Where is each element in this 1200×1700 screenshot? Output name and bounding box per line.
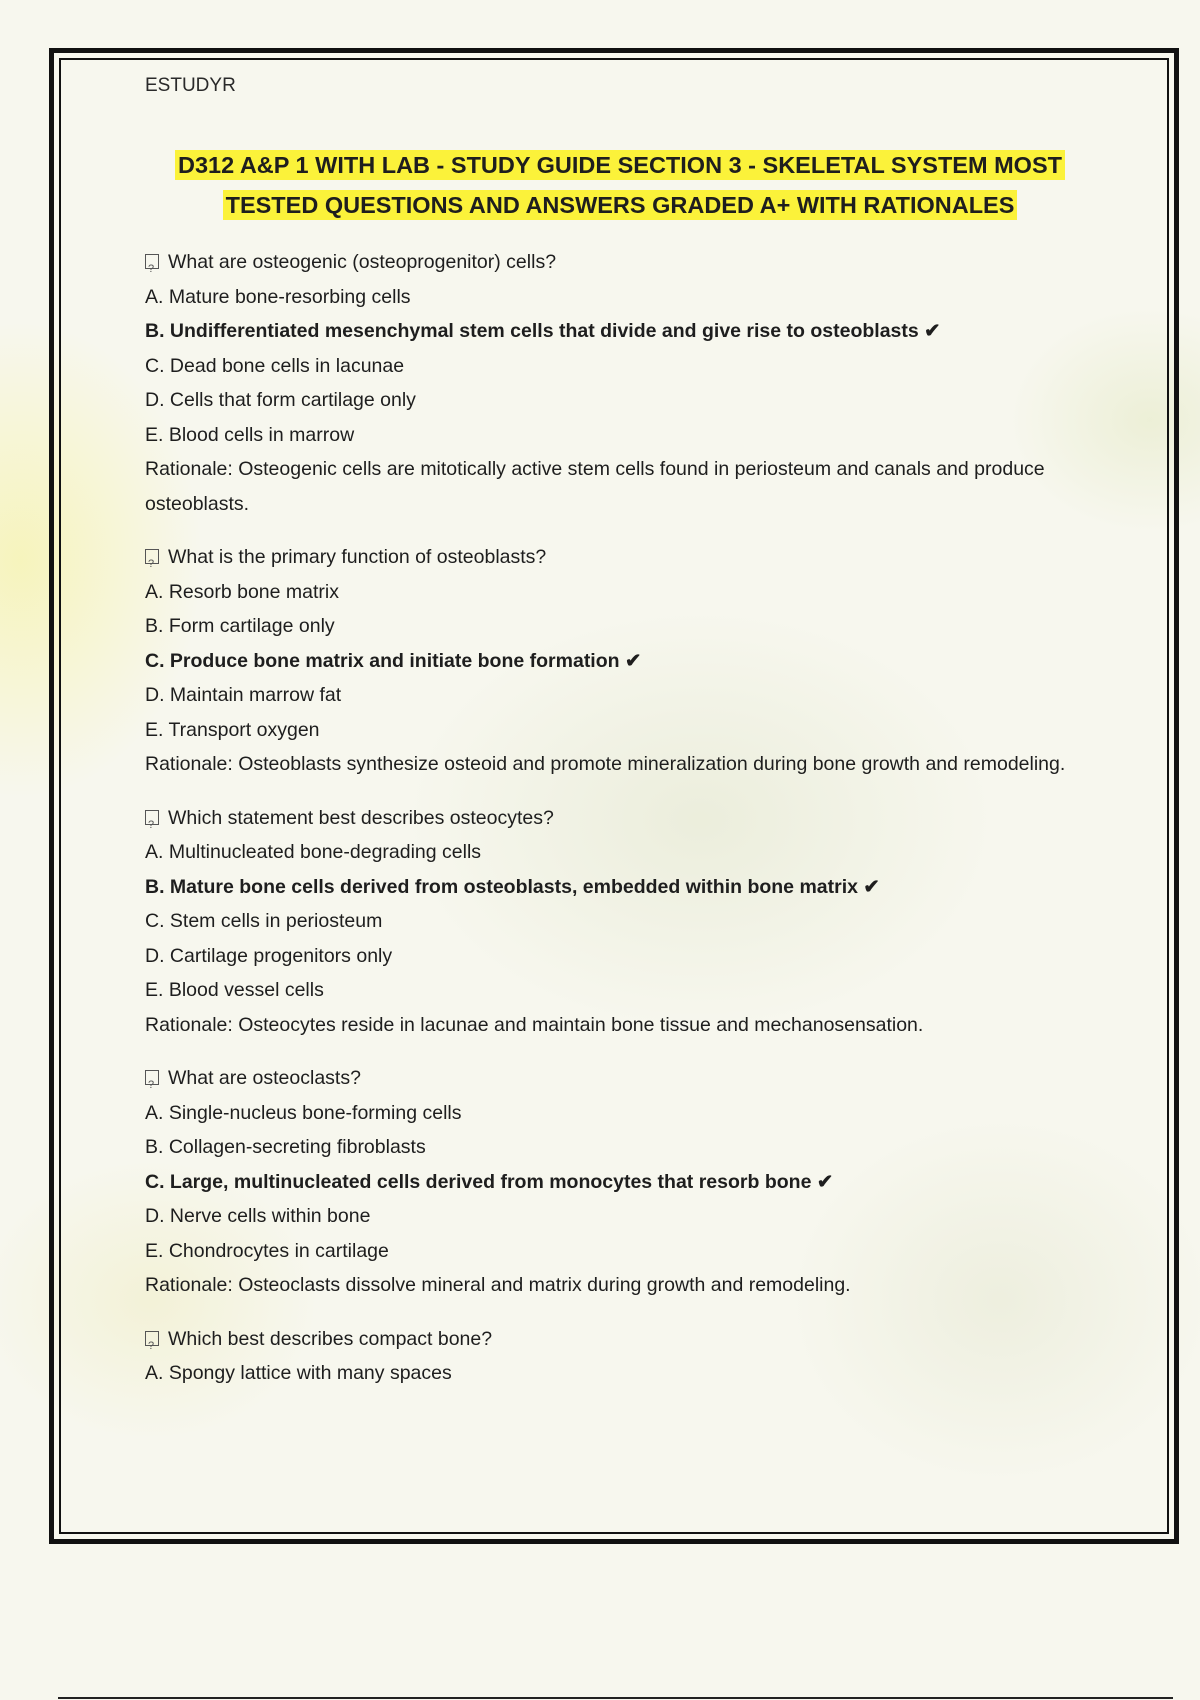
- question-line: [145, 1322, 1090, 1357]
- title-line-1: D312 A&P 1 WITH LAB - STUDY GUIDE SECTION 3 - SKELETAL SYSTEM MOST: [175, 150, 1065, 180]
- question-marker-icon: [145, 1070, 159, 1085]
- question-block: [145, 1061, 1090, 1303]
- title-line-2: TESTED QUESTIONS AND ANSWERS GRADED A+ WITH RATIONALES: [223, 190, 1018, 220]
- correct-answer-option: C. Produce bone matrix and initiate bone formation ✔: [145, 649, 642, 672]
- document-title: [70, 145, 1170, 225]
- question-marker-icon: [145, 810, 159, 825]
- answer-option: A. Mature bone-resorbing cells: [145, 285, 411, 308]
- rationale-text: Rationale: Osteoblasts synthesize osteoid and promote mineralization during bone growth and remodeling.: [145, 753, 1066, 775]
- question-marker-icon: [145, 1331, 159, 1346]
- answer-option: B. Form cartilage only: [145, 615, 335, 637]
- question-line: [145, 801, 1090, 836]
- answer-option: D. Maintain marrow fat: [145, 684, 342, 706]
- question-block: [145, 801, 1090, 1043]
- question-text: What are osteogenic (osteoprogenitor) cells?: [168, 251, 557, 273]
- answer-option: B. Collagen-secreting fibroblasts: [145, 1136, 426, 1158]
- questions-list: [145, 245, 1090, 1410]
- question-block: [145, 245, 1090, 521]
- question-text: Which statement best describes osteocytes?: [168, 806, 554, 829]
- answer-option: D. Cartilage progenitors only: [145, 944, 393, 967]
- rationale-text: Rationale: Osteoclasts dissolve mineral and matrix during growth and remodeling.: [145, 1274, 851, 1296]
- question-text: What is the primary function of osteoblasts?: [168, 546, 547, 568]
- answer-option: A. Multinucleated bone-degrading cells: [145, 841, 482, 863]
- answer-option: E. Blood cells in marrow: [145, 423, 355, 446]
- question-marker-icon: [145, 254, 159, 269]
- answer-option: D. Nerve cells within bone: [145, 1205, 371, 1227]
- answer-option: E. Blood vessel cells: [145, 979, 324, 1001]
- answer-option: E. Chondrocytes in cartilage: [145, 1239, 389, 1262]
- question-text: What are osteoclasts?: [168, 1067, 361, 1089]
- answer-option: E. Transport oxygen: [145, 718, 320, 741]
- footer-divider: [58, 1697, 1173, 1699]
- question-block: [145, 1322, 1090, 1391]
- brand-name: ESTUDYR: [145, 75, 236, 96]
- answer-option: C. Dead bone cells in lacunae: [145, 354, 405, 377]
- question-line: [145, 1061, 1090, 1096]
- answer-option: C. Stem cells in periosteum: [145, 910, 383, 932]
- correct-answer-option: C. Large, multinucleated cells derived from monocytes that resorb bone ✔: [145, 1170, 834, 1193]
- question-block: [145, 540, 1090, 782]
- answer-option: D. Cells that form cartilage only: [145, 389, 416, 411]
- question-line: [145, 540, 1090, 575]
- rationale-text: Rationale: Osteogenic cells are mitotically active stem cells found in periosteum and canals and produce osteoblasts.: [145, 458, 1045, 515]
- correct-answer-option: B. Undifferentiated mesenchymal stem cells that divide and give rise to osteoblasts ✔: [145, 320, 941, 342]
- question-line: [145, 245, 1090, 280]
- correct-answer-option: B. Mature bone cells derived from osteoblasts, embedded within bone matrix ✔: [145, 875, 880, 898]
- answer-option: A. Single-nucleus bone-forming cells: [145, 1101, 462, 1124]
- answer-option: A. Resorb bone matrix: [145, 580, 340, 603]
- rationale-text: Rationale: Osteocytes reside in lacunae and maintain bone tissue and mechanosensation.: [145, 1013, 924, 1036]
- question-text: Which best describes compact bone?: [168, 1327, 493, 1350]
- answer-option: A. Spongy lattice with many spaces: [145, 1362, 452, 1384]
- question-marker-icon: [145, 549, 159, 564]
